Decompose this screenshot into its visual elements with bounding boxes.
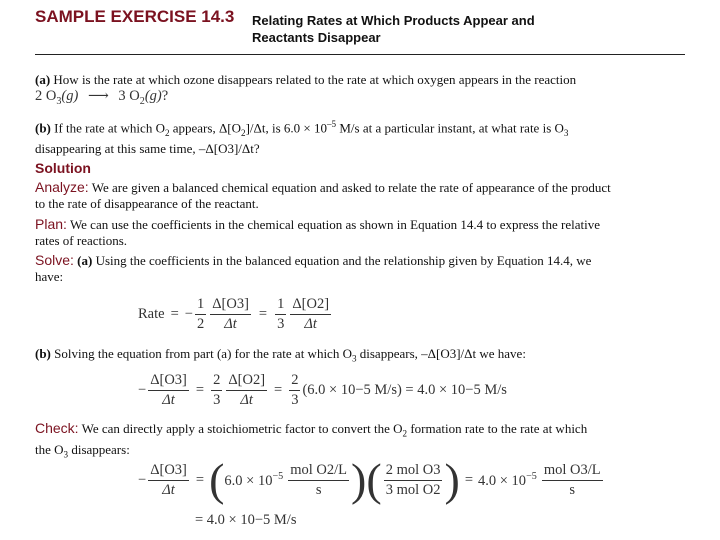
result-value: $4.0 \times 10^{-5}$ [478,470,537,489]
left-paren: ( [209,454,225,505]
fraction-1-2 [195,296,206,333]
fraction-do3-dt [148,462,189,499]
rate-word: Rate [138,306,165,322]
plan-text-1: We can use the coefficients in the chemical equation as shown in Equation 14.4 to express the relative [69,217,601,232]
num: 1 [195,296,206,315]
den: Δt [240,392,253,408]
num: mol O3/L [542,462,603,481]
check-text-2a: the O [35,441,64,457]
reaction-equation [35,88,168,107]
analyze-block [35,179,695,212]
check-text-1b: formation rate to the rate at which [410,421,588,436]
part-b-result: (6.0 × 10−5 M/s) = 4.0 × 10−5 M/s [302,382,507,398]
solution-heading: Solution [35,160,91,176]
equals-sign: = [274,382,283,398]
den: Δt [304,316,317,332]
fraction-1-3 [275,296,286,333]
rate-value: $6.0 \times 10^{-5}$ [224,470,284,489]
fraction-2-3 [211,372,222,409]
part-b-solve-text [35,346,695,367]
check-label: Check: [35,420,79,436]
num: Δ[O3] [210,296,251,315]
check-equation [138,454,605,505]
den: 3 [277,316,285,332]
part-b-solve-equation [138,372,507,409]
fraction-2-3 [289,372,300,409]
result-units [542,462,603,499]
den: Δt [162,481,175,498]
num: 2 [211,372,222,391]
equals-sign: = [464,471,473,488]
num: Δ[O2] [226,372,267,391]
analyze-text-2: to the rate of disappearance of the reactant. [35,196,259,211]
sub: 3 [351,353,357,364]
factor-1 [288,462,349,499]
part-a-question [35,72,695,88]
equals-sign: = [258,306,268,322]
product-sub: 2 [139,95,145,107]
part-b-solve-text-b: disappears, –Δ[O3]/Δt we have: [359,346,526,361]
num: Δ[O3] [148,372,189,391]
den: 3 mol O2 [385,481,441,498]
den: 3 [291,392,299,408]
minus-sign: − [138,382,147,398]
solve-text-2: have: [35,269,64,284]
num: Δ[O3] [148,462,189,481]
solve-label: Solve: [35,252,74,268]
part-b-label: (b) [35,120,51,136]
den: 2 [196,316,205,332]
plan-label: Plan: [35,216,67,232]
reactant-state: (g) [61,88,79,104]
fraction-do2-dt [226,372,267,409]
fraction-do3-dt [210,296,251,333]
part-b-question [35,116,695,157]
left-paren: ( [366,454,382,505]
fraction-do3-dt [148,372,189,409]
subtitle-line-1: Relating Rates at Which Products Appear and [252,13,535,28]
part-b-text-4: M/s at a particular instant, at what rate is O [339,120,564,136]
part-b-text-2: appears, Δ[O [172,120,242,136]
sub: 2 [164,127,170,138]
part-b-text-3: ]/Δt, is 6.0 × 10 [245,120,327,136]
sup: –5 [327,119,337,129]
right-paren: ) [351,454,367,505]
num: 2 mol O3 [384,462,443,481]
den: Δt [162,392,175,408]
part-a-label: (a) [35,72,51,87]
minus-sign: − [138,471,147,488]
equals-sign: = [195,382,205,398]
check-text-2b: disappears: [71,441,130,457]
num: 2 [289,372,300,391]
arrow-icon: ⟶ [87,88,109,104]
exercise-subtitle [252,12,535,46]
analyze-text-1: We are given a balanced chemical equation and asked to relate the rate of appearance of the product [91,180,611,195]
part-b-line-2: disappearing at this same time, –Δ[O3]/Δt? [35,140,260,156]
header-divider [35,54,685,55]
subtitle-line-2: Reactants Disappear [252,30,381,45]
equals-sign: = [170,306,179,322]
den: 3 [213,392,221,408]
analyze-label: Analyze: [35,179,89,195]
reactant-sub: 3 [56,95,62,107]
minus-sign: − [184,306,193,322]
num: mol O2/L [288,462,349,481]
part-b-solve-label: (b) [35,346,51,361]
part-a-text: How is the rate at which ozone disappears related to the rate at which oxygen appears in the reaction [53,72,577,87]
exercise-title: SAMPLE EXERCISE 14.3 [35,7,235,26]
question-mark: ? [161,88,169,104]
plan-block [35,216,695,249]
rate-equation [138,296,333,333]
solve-block [35,252,695,285]
factor-2 [384,462,443,499]
num: Δ[O2] [290,296,331,315]
sub: 2 [241,127,246,138]
solve-text-1: Using the coefficients in the balanced equation and the relationship given by Equation 14.4, we [95,253,592,268]
part-b-text-1: If the rate at which O [54,120,165,136]
num: 1 [275,296,286,315]
fraction-do2-dt [290,296,331,333]
product: 3 O [118,88,140,104]
reactant: 2 O [35,88,57,104]
den: s [315,481,322,498]
part-b-solve-text-a: Solving the equation from part (a) for the rate at which O [54,346,352,361]
sub: 3 [63,449,69,460]
solve-a-label: (a) [77,253,93,268]
sub: 3 [563,127,569,138]
check-text-1a: We can directly apply a stoichiometric factor to convert the O [81,421,403,436]
equals-sign: = [195,471,205,488]
final-result: = 4.0 × 10−5 M/s [195,512,297,528]
right-paren: ) [444,454,460,505]
den: s [569,481,576,498]
den: Δt [224,316,237,332]
sub: 2 [402,428,408,439]
product-state: (g) [144,88,162,104]
plan-text-2: rates of reactions. [35,233,128,248]
